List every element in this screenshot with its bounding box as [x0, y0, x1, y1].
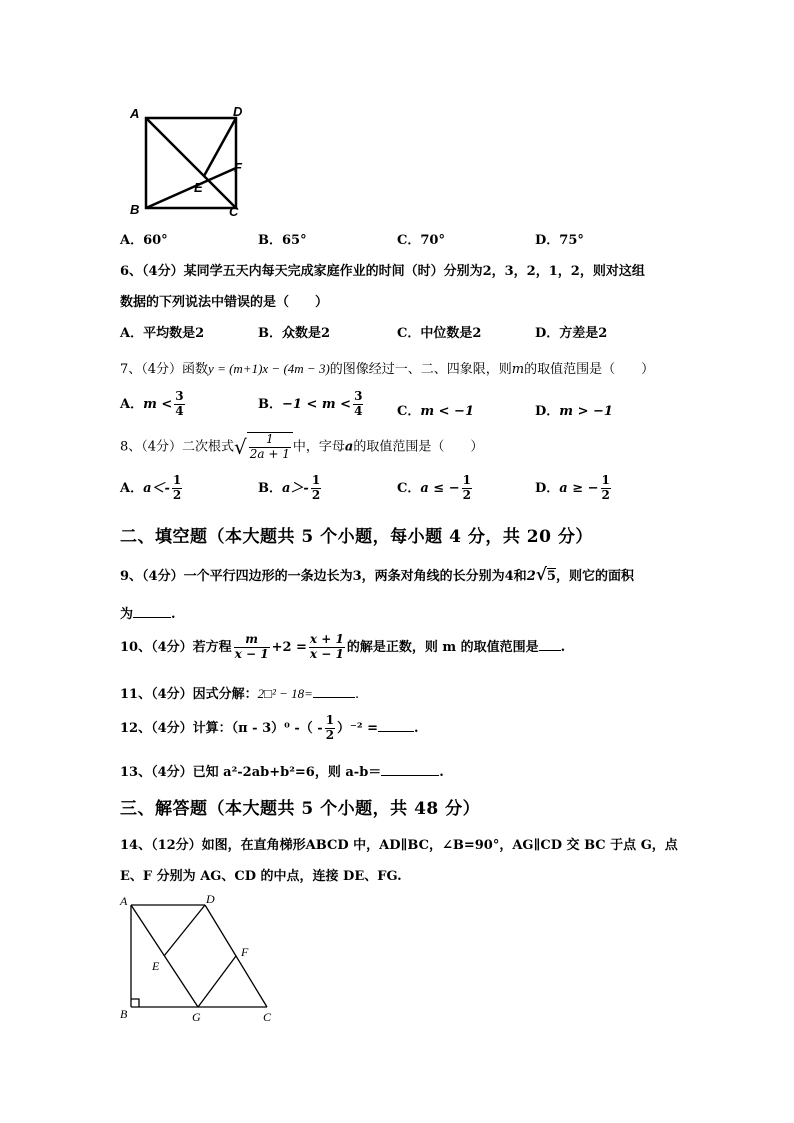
label-a: A: [130, 106, 140, 121]
q9-line2: 为 .: [120, 607, 176, 622]
segment-bf: [146, 168, 236, 208]
q5-option-a: A．60°: [120, 233, 168, 248]
segment-ed: [204, 118, 236, 176]
label-f: F: [234, 160, 242, 175]
q12-stem: 12、（4分）计算：（π - 3）⁰ -（ - $\frac{1}{2}$ ）⁻² = .: [120, 713, 419, 742]
q9-answer-blank[interactable]: [133, 605, 171, 618]
diagonal-ac: [146, 118, 236, 208]
q6-option-b: B．众数是2: [258, 326, 331, 341]
section-solution-title: 三、解答题（本大题共 5 个小题，共 48 分）: [120, 799, 481, 819]
q14-line1: 14、（12分）如图，在直角梯形ABCD 中，AD∥BC，∠B=90°，AG∥CD 交 BC 于点 G，点: [120, 838, 678, 853]
label-f: F: [241, 945, 249, 959]
q7-option-a: A．m < $\frac{3}{4}$: [120, 389, 184, 418]
q6-option-c: C．中位数是2: [397, 326, 482, 341]
q7-option-c: C．m < −1: [397, 404, 474, 419]
q5-option-b: B．65°: [258, 233, 307, 248]
q12-answer-blank[interactable]: [378, 719, 414, 732]
label-b: B: [130, 202, 140, 217]
q6-line1: 6、（4分）某同学五天内每天完成家庭作业的时间（时）分别为2，3，2，1，2，则对这组: [120, 264, 645, 279]
q11-stem: 11、（4分）因式分解：2□² − 18= .: [120, 686, 360, 702]
q11-answer-blank[interactable]: [313, 685, 355, 698]
q5-option-d: D．75°: [535, 233, 584, 248]
q5-option-c: C．70°: [397, 233, 445, 248]
label-a: A: [120, 894, 128, 908]
q7-stem: 7、（4分）函数y = (m+1)x − (4m − 3)的图像经过一、二、四象限，则m的取值范围是（ ）: [120, 361, 655, 377]
right-angle-mark: [131, 999, 139, 1007]
q10-stem: 10、（4分）若方程 $\frac{m}{x - 1}$ +2 = $\frac{x + 1}{x - 1}$ 的解是正数，则 m 的取值范围是 .: [120, 632, 566, 661]
label-c: C: [263, 1010, 272, 1024]
square-figure: [120, 100, 260, 225]
q7-option-d: D．m > −1: [535, 404, 613, 419]
segment-de: [164, 905, 205, 956]
label-b: B: [120, 1007, 128, 1021]
label-e: E: [152, 959, 160, 973]
label-d: D: [206, 892, 215, 906]
q8-option-a: A．a＜- $\frac{1}{2}$: [120, 473, 182, 502]
section-fill-in-title: 二、填空题（本大题共 5 个小题，每小题 4 分，共 20 分）: [120, 527, 593, 547]
label-g: G: [192, 1010, 201, 1024]
label-c: C: [229, 204, 239, 219]
q8-option-b: B．a＞- $\frac{1}{2}$: [258, 473, 321, 502]
q8-option-c: C．a ≤ − $\frac{1}{2}$: [397, 473, 471, 502]
q6-option-a: A．平均数是2: [120, 326, 205, 341]
q13-answer-blank[interactable]: [381, 763, 439, 776]
segment-fg: [198, 956, 236, 1007]
q14-line2: E、F 分别为 AG、CD 的中点，连接 DE、FG.: [120, 869, 402, 884]
q7-option-b: B．−1 < m < $\frac{3}{4}$: [258, 389, 363, 418]
label-e: E: [194, 180, 203, 195]
q6-line2: 数据的下列说法中错误的是（ ）: [120, 295, 329, 310]
q6-option-d: D．方差是2: [535, 326, 608, 341]
q9-line1: 9、（4分）一个平行四边形的一条边长为3，两条对角线的长分别为4和2√5，则它的面积: [120, 565, 634, 585]
q7-formula: y = (m+1)x − (4m − 3): [208, 361, 330, 376]
q8-stem: 8、（4分）二次根式√ $\frac{1}{2a + 1}$ 中，字母a的取值范围是（ ）: [120, 432, 484, 461]
trapezoid-figure: [112, 890, 292, 1030]
q8-option-d: D．a ≥ − $\frac{1}{2}$: [535, 473, 610, 502]
q13-stem: 13、（4分）已知 a²-2ab+b²=6，则 a-b＝ .: [120, 765, 444, 780]
label-d: D: [233, 104, 243, 119]
q10-answer-blank[interactable]: [539, 638, 561, 651]
